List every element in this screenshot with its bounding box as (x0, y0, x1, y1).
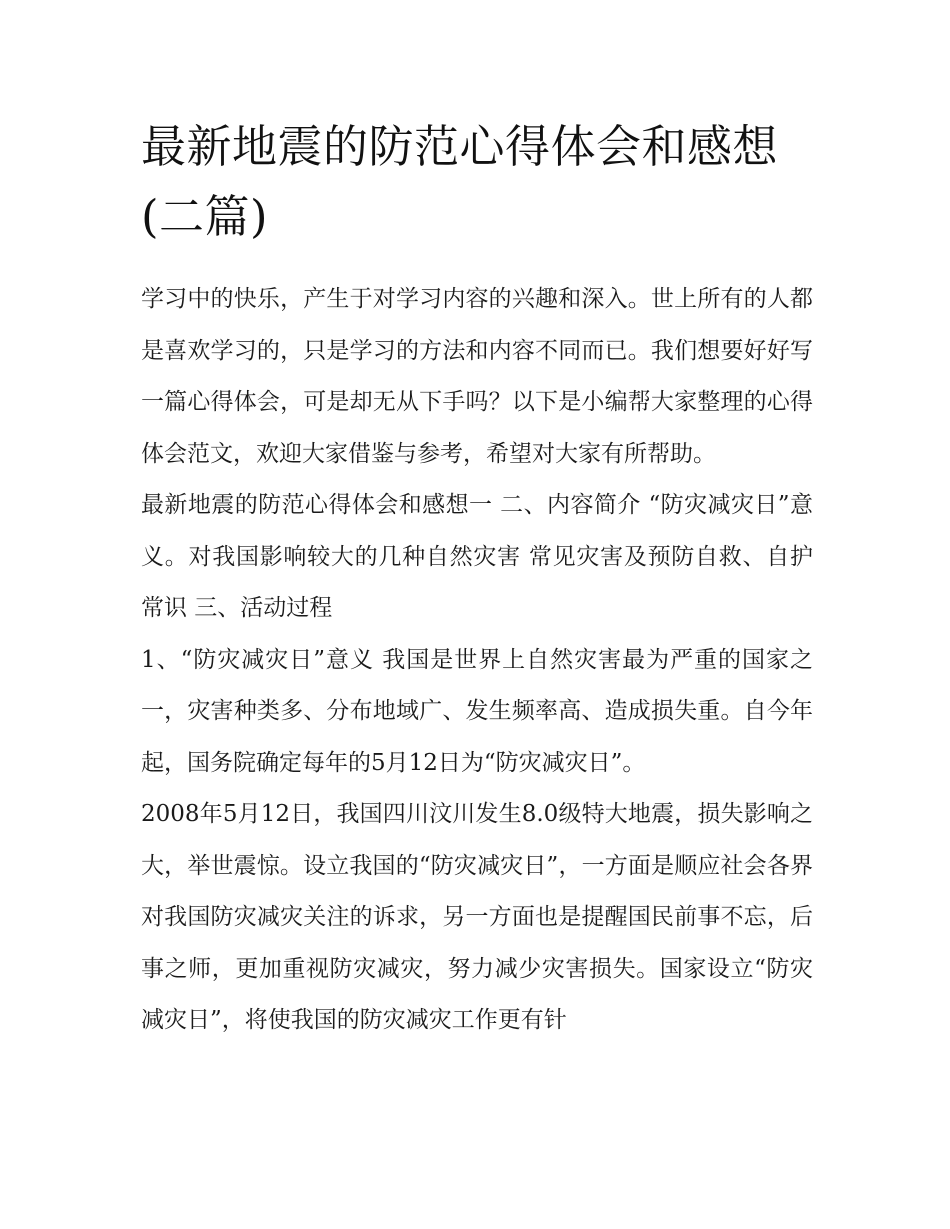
content-summary-paragraph: 最新地震的防范心得体会和感想一 二、内容简介 “防灾减灾日”意义。对我国影响较大的几种自然灾害 常见灾害及预防自救、自护常识 三、活动过程 (141, 492, 813, 621)
wenchuan-earthquake-paragraph: 2008年5月12日，我国四川汶川发生8.0级特大地震，损失影响之大，举世震惊。设立我国的“防灾减灾日”，一方面是顺应社会各界对我国防灾减灾关注的诉求，另一方面也是提醒国民前事不忘，后事之师，更加重视防灾减灾，努力减少灾害损失。国家设立“防灾减灾日”，将使我国的防灾减灾工作更有针 (141, 801, 813, 1033)
intro-paragraph: 学习中的快乐，产生于对学习内容的兴趣和深入。世上所有的人都是喜欢学习的，只是学习的方法和内容不同而已。我们想要好好写一篇心得体会，可是却无从下手吗？以下是小编帮大家整理的心得体会范文，欢迎大家借鉴与参考，希望对大家有所帮助。 (141, 286, 813, 467)
document-title: 最新地震的防范心得体会和感想(二篇) (141, 120, 779, 243)
document-page (141, 112, 813, 1047)
disaster-day-meaning-paragraph: 1、“防灾减灾日”意义 我国是世界上自然灾害最为严重的国家之一，灾害种类多、分布地域广、发生频率高、造成损失重。自今年起，国务院确定每年的5月12日为“防灾减灾日”。 (141, 646, 813, 776)
